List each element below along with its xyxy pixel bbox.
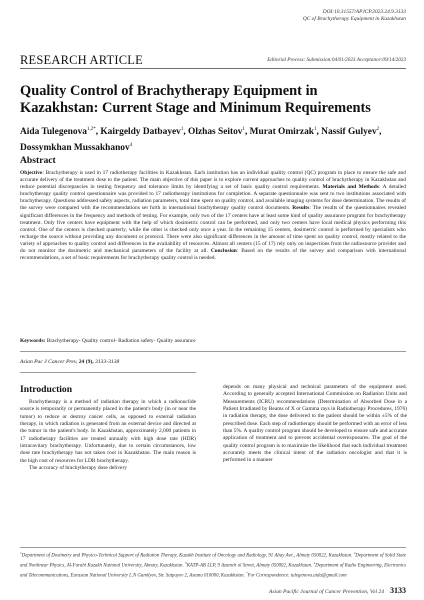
- author-affiliation-mark: 1: [180, 127, 184, 132]
- editorial-process: Editorial Process: Submission:04/01/2023 Acceptance:09/14/2023: [267, 57, 406, 63]
- footnote-mark: 1: [20, 551, 22, 555]
- author-name: Nassif Gulyev: [321, 127, 377, 138]
- abstract-divider: [20, 351, 406, 352]
- author-affiliation-mark: 4: [129, 143, 133, 149]
- abstract-conclusion-text: : Based on the results of the survey and comparison with international recommendations, a set of basic requirements for brachytherapy quality control is needed.: [20, 248, 407, 262]
- footnote-text: Department of Radio Engineering, Electronics and Telecommunications, Eurasian National University L.N Gumilyov, Str. Satpayev 2, Astana 010000, Kazakhstan.: [20, 563, 406, 579]
- citation-pages: 3133-3138: [95, 359, 120, 365]
- author-name: Olzhas Seitov: [188, 127, 243, 138]
- abstract-results-text: : The results of the questionnaires revealed significant differences in the frequency and methods of testing. For example, only two of the 17 centers have at least some kind of quality assurance program for brachytherapy treatment. Only five centers have equipment with the help of which dosimetric control can be performed, and only two centers have local medical physics performing this control. One of the centers is checked quarterly, while the other is checked only once a year. In the remaining 15 centers, dosimetric control is performed by specialists who recharge the source without providing any document or protocol. There were also significant differences in the amount of time spent on quality control, mostly related to the variety of approaches to quality control and differences in the availability of resources. Almost all centers (15 of 17) rely only on inspections from the radiosource provider and do not monitor the dosimetric and mechanical parameters of the facility at all.: [20, 205, 407, 255]
- abstract-results-label: Results: [292, 205, 310, 212]
- abstract-methods-text: : A detailed brachytherapy quality control questionnaire was provided to 17 radiotherapy institutions for completion. A separate questionnaire was sent to two institutions associated with brachytherapy. Questions addressed safety aspects, radiation parameters, total time spent on quality control, and available imaging systems for dose determination. The results of the survey were compared with the recommendations set forth in international brachytherapy quality control documents.: [20, 184, 407, 212]
- author-name: Kairgeldy Datbayev: [100, 127, 181, 138]
- introduction-heading: Introduction: [20, 384, 73, 395]
- running-title: QC of Brachytherapy Equipment in Kazakhstan: [302, 16, 406, 22]
- abstract-conclusion-label: Conclusion: [210, 248, 237, 255]
- doi-line: DOI:10.31557/APJCP.2023.24.9.3133: [322, 9, 406, 15]
- affiliations-footnotes: [20, 550, 406, 580]
- citation-divider: [20, 372, 196, 373]
- abstract-body: [20, 170, 406, 262]
- author-affiliation-mark: 1,2*: [86, 127, 96, 132]
- author-name: Dossymkhan Mussakhanov: [20, 143, 130, 154]
- footnote-text: Department of Dosimetry and Physico-Technical Support of Radiation Therapy, Kazakh Institute of Oncology and Radiology, 91 Abay Ave., Almaty 050022, Kazakhstan.: [21, 553, 353, 559]
- introduction-right-column: [223, 384, 407, 465]
- page-number: 3133: [390, 586, 406, 595]
- keywords-line: [20, 338, 406, 345]
- abstract-objective-text: : Brachytherapy is used in 17 radiotherapy facilities in Kazakhstan. Each institution has an individual quality control (QC) program in place to ensure the safe and accurate delivery of the treatment dose to the patient. The main objective of this paper is to explore current approaches to quality control of brachytherapy in Kazakhstan and reduce potential discrepancies in testing frequency and tolerance limits by identifying a set of basic quality control requirements.: [20, 170, 406, 191]
- footnote-text: Department of Solid State and Nonlinear Physics, Al-Farabi Kazakh National University, Almaty, Kazakhstan.: [20, 553, 406, 569]
- citation-line: [20, 359, 119, 365]
- author-name: Aida Tulegenova: [20, 127, 87, 138]
- author-list: Aida Tulegenova$^{1,2*}$, Kairgeldy Datbayev$^1$, Olzhas Seitov$^1$, Murat Omirzak$^1$, Nassif Gulyev$^2$, Dossymkhan Mussakhanov$^4$: [20, 127, 382, 154]
- doi-block: [226, 9, 406, 23]
- page-footer: [269, 586, 406, 595]
- body-paragraph: Brachytherapy is a method of radiation therapy in which a radionuclide source is temporarily or permanently placed in the patient's body (in or near the tumor) to reduce or destroy cancer cells, as opposed to external radiation therapy, in which radiation is generated from an external device and directed at the tumor in the patient's body. In Kazakhstan, approximately 2,000 patients in 17 radiotherapy facilities are treated annually with high dose rate (HDR) intracavitary brachytherapy. Unfortunately, due to certain circumstances, low dose rate brachytherapy has not taken root in Kazakhstan. The main reason is the high cost of resources for LDR brachytherapy.: [20, 399, 196, 464]
- author-affiliation-mark: 2: [376, 127, 380, 132]
- paper-title: Quality Control of Brachytherapy Equipment in Kazakhstan: Current Stage and Minimum Requirements: [20, 83, 371, 116]
- abstract-methods-label: Materials and Methods: [322, 184, 379, 191]
- author-affiliation-mark: 1: [242, 127, 245, 132]
- abstract-objective-label: Objective: [20, 170, 43, 176]
- author-affiliation-mark: 1: [313, 127, 317, 132]
- footnote-text: KATP-AB LLP, 9 Azamch ol Street, Almaty 050002, Kazakhstan.: [186, 563, 313, 569]
- author-name: Murat Omirzak: [249, 127, 314, 138]
- citation-volume: 24 (9),: [78, 359, 94, 365]
- footnote-mark: *: [245, 571, 248, 576]
- footer-journal: Asian Pacific Journal of Cancer Prevention, Vol 24: [268, 589, 384, 595]
- header-divider: [20, 68, 406, 69]
- footnote-mark: 2: [353, 551, 356, 555]
- keywords-text: Brachytherapy- Quality control- Radiation safety- Quality assurance: [46, 338, 196, 344]
- abstract-heading: Abstract: [20, 155, 56, 166]
- citation-journal: Asian Pac J Cancer Prev,: [20, 359, 78, 365]
- footnote-divider: [20, 547, 406, 548]
- footnote-text: For Correspondence: tulegenova.aida@gmail.com: [247, 573, 347, 579]
- footnote-mark: 4: [313, 561, 316, 566]
- body-paragraph: The accuracy of brachytherapy dose delivery: [29, 465, 127, 472]
- body-paragraph: depends on many physical and technical parameters of the equipment used. According to generally accepted International Commission on Radiation Units and Measurements (ICRU) recommendations (Determination of Absorbed Dose in a Patient Irradiated by Beams of X or Gamma rays in Radiotherapy Procedures, 1976) in radiation therapy, the dose delivered to the patient should be within ±5% of the prescribed dose. Each step of radiotherapy should be performed with an error of less than 5%. A quality control program should be developed to ensure safe and accurate application of treatment and to prevent accidental overexposures. The goal of the quality control program is to maximize the likelihood that each individual treatment accurately meets the clinical intent of the radiation oncologist and that it is performed in a manner: [223, 384, 407, 464]
- footnote-mark: 3: [184, 561, 187, 566]
- introduction-left-column: [20, 399, 196, 472]
- article-type-label: RESEARCH ARTICLE: [20, 53, 143, 67]
- keywords-label: Keywords:: [20, 338, 46, 344]
